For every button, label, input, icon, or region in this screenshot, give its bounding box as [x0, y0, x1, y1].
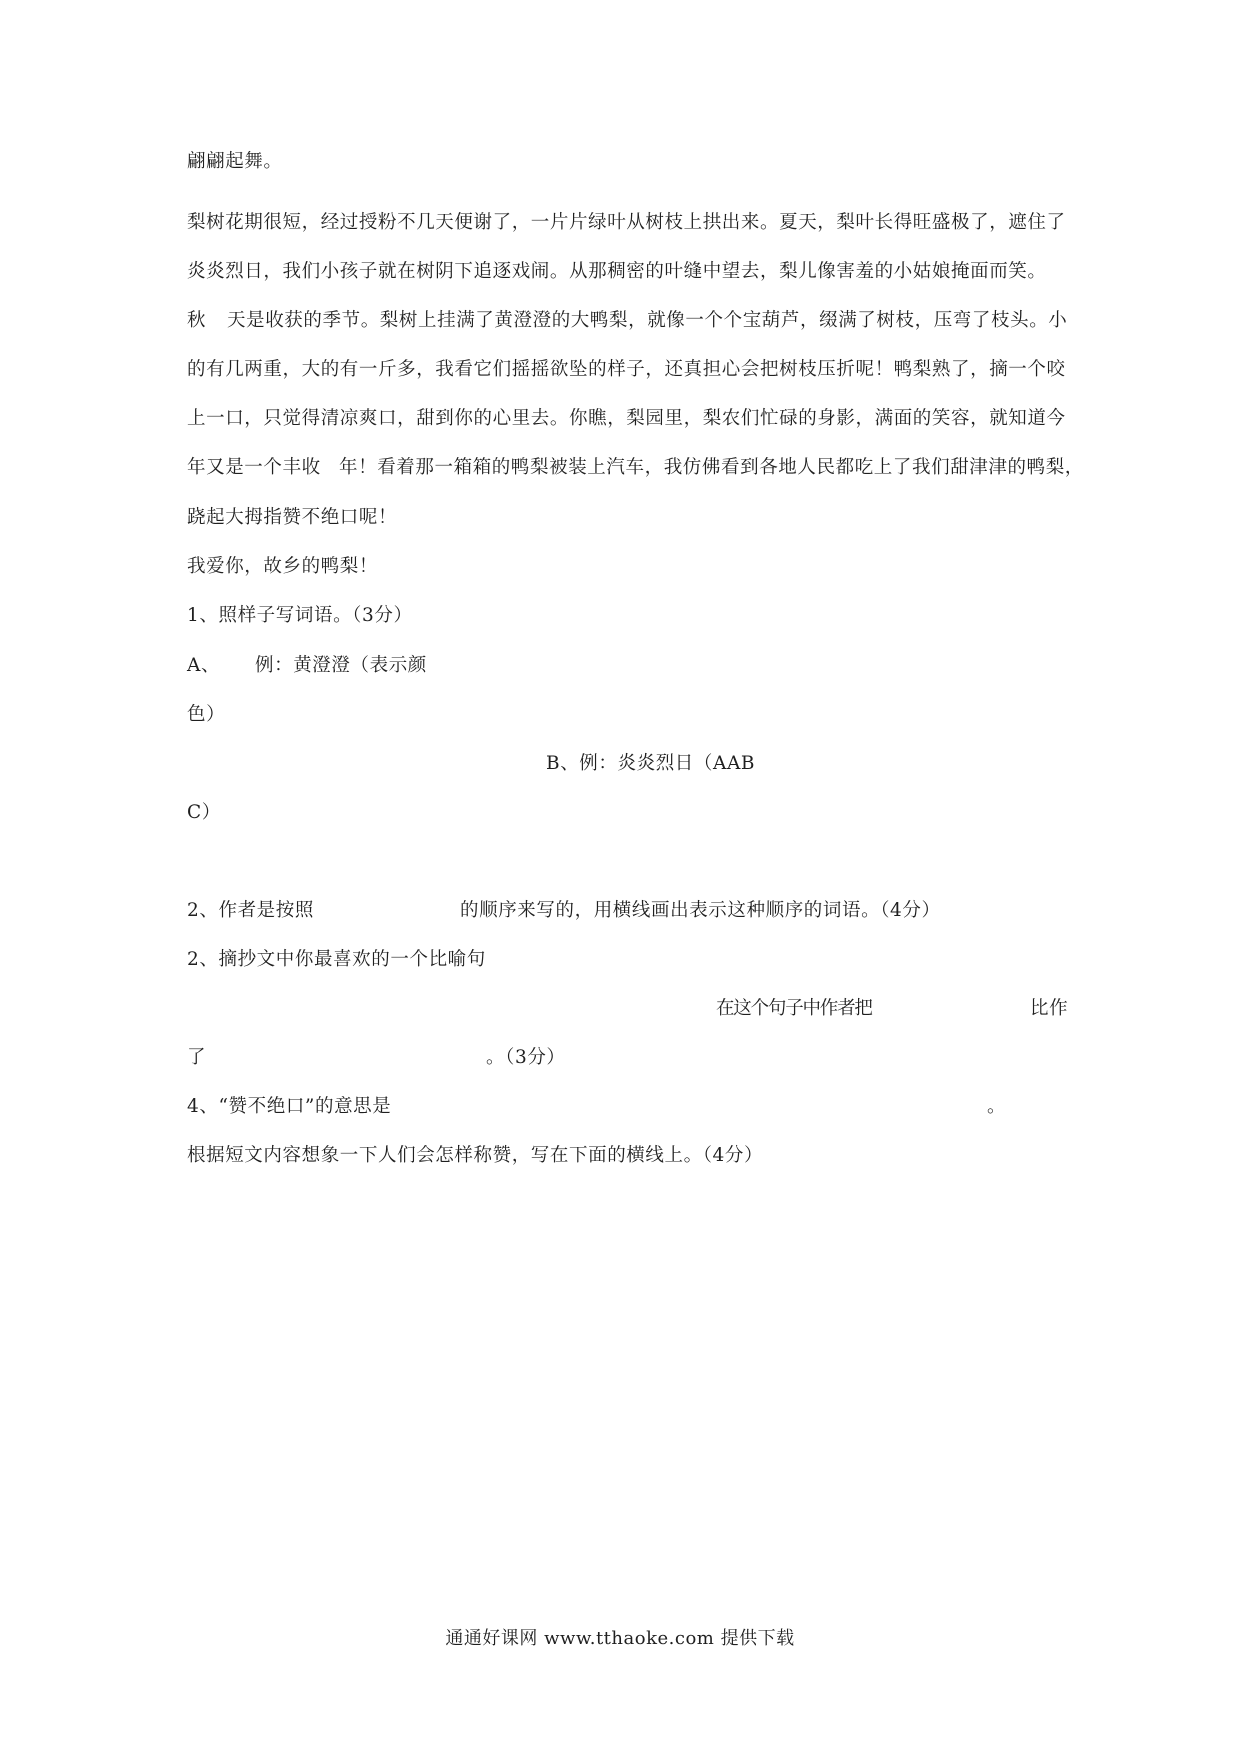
passage-line: 梨树花期很短，经过授粉不几天便谢了，一片片绿叶从树枝上拱出来。夏天，梨叶长得旺盛极了，遮住了	[187, 212, 1066, 233]
question-1-title: 1、照样子写词语。（3分）	[187, 605, 413, 626]
question-5: 根据短文内容想象一下人们会怎样称赞，写在下面的横线上。（4分）	[187, 1145, 764, 1166]
question-1b-text: B、例：炎炎烈日（AAB	[546, 753, 756, 774]
passage-line-label: 秋	[187, 310, 207, 331]
question-2b-title: 2、摘抄文中你最喜欢的一个比喻句	[187, 949, 486, 970]
question-1b-continuation: C）	[187, 802, 221, 823]
passage-line: 年又是一个丰收	[187, 457, 321, 478]
passage-line: 上一口，只觉得清凉爽口，甜到你的心里去。你瞧，梨园里，梨农们忙碌的身影，满面的笑容，就知道今	[187, 408, 1066, 429]
question-2b-end: 比作	[1030, 998, 1069, 1019]
passage-line: 我爱你，故乡的鸭梨！	[187, 556, 379, 577]
question-1a-label: A、	[187, 655, 221, 676]
passage-line: 跷起大拇指赞不绝口呢！	[187, 507, 398, 528]
passage-line: 的有几两重，大的有一斤多，我看它们摇摇欲坠的样子，还真担心会把树枝压折呢！鸭梨熟了，摘一个咬	[187, 359, 1066, 380]
question-4-prefix: 4、“赞不绝口”的意思是	[187, 1096, 392, 1117]
question-2a-prefix: 2、作者是按照	[187, 900, 314, 921]
question-2b-middle: 在这个句子中作者把	[716, 998, 872, 1019]
question-2b-cont-prefix: 了	[187, 1047, 207, 1068]
passage-line: 天是收获的季节。梨树上挂满了黄澄澄的大鸭梨，就像一个个宝葫芦，缀满了树枝，压弯了枝头。小	[227, 310, 1068, 331]
passage-line: 翩翩起舞。	[187, 151, 283, 172]
question-2a-suffix: 的顺序来写的，用横线画出表示这种顺序的词语。（4分）	[460, 900, 941, 921]
question-4-end: 。	[987, 1096, 1007, 1117]
footer-text: 通通好课网 www.tthaoke.com 提供下载	[445, 1628, 795, 1649]
passage-line: 炎炎烈日，我们小孩子就在树阴下追逐戏闹。从那稠密的叶缝中望去，梨儿像害羞的小姑娘掩面而笑。	[187, 261, 1047, 282]
question-2b-cont-suffix: 。（3分）	[486, 1047, 566, 1068]
passage-line: 年！看着那一箱箱的鸭梨被装上汽车，我仿佛看到各地人民都吃上了我们甜津津的鸭梨，	[339, 457, 1084, 478]
question-1a-continuation: 色）	[187, 704, 226, 725]
question-1a-text: 例：黄澄澄（表示颜	[255, 655, 427, 676]
